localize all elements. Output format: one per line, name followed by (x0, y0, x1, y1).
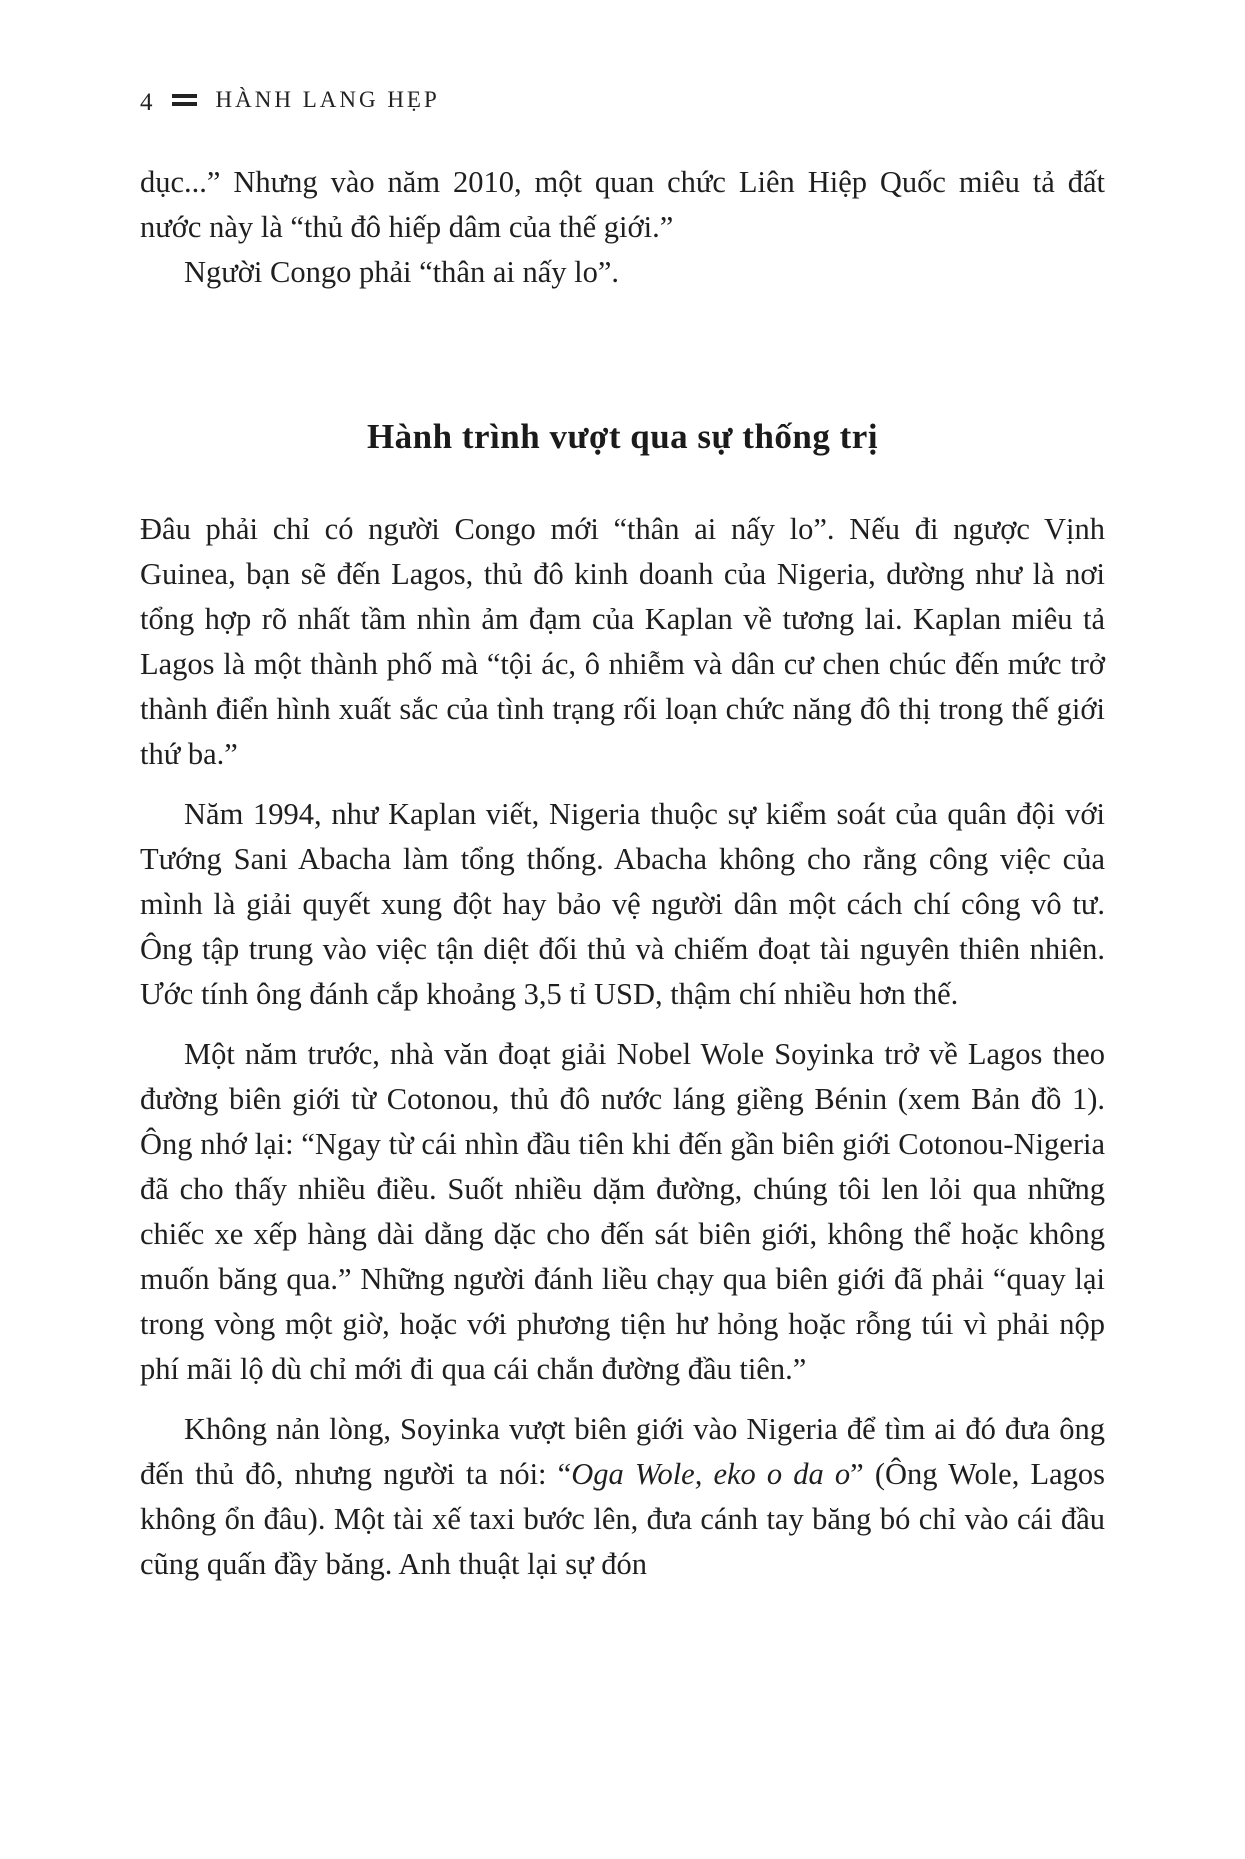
paragraph: Đâu phải chỉ có người Congo mới “thân ai nấy lo”. Nếu đi ngược Vịnh Guinea, bạn sẽ đến Lagos, thủ đô kinh doanh của Nigeria, dường như là nơi tổng hợp rõ nhất tầm nhìn ảm đạm của Kaplan về tương lai. Kaplan miêu tả Lagos là một thành phố mà “tội ác, ô nhiễm và dân cư chen chúc đến mức trở thành điển hình xuất sắc của tình trạng rối loạn chức năng đô thị trong thế giới thứ ba.” (140, 512, 1105, 771)
paragraph: Một năm trước, nhà văn đoạt giải Nobel Wole Soyinka trở về Lagos theo đường biên giới từ Cotonou, thủ đô nước láng giềng Bénin (xem Bản đồ 1). Ông nhớ lại: “Ngay từ cái nhìn đầu tiên khi đến gần biên giới Cotonou-Nigeria đã cho thấy nhiều điều. Suốt nhiều dặm đường, chúng tôi len lỏi qua những chiếc xe xếp hàng dài dằng dặc cho đến sát biên giới, không thể hoặc không muốn băng qua.” Những người đánh liều chạy qua biên giới đã phải “quay lại trong vòng một giờ, hoặc với phương tiện hư hỏng hoặc rỗng túi vì phải nộp phí mãi lộ dù chỉ mới đi qua cái chắn đường đầu tiên.” (140, 1037, 1105, 1386)
paragraph-segment: Không nản lòng, Soyinka vượt biên giới vào Nigeria để tìm ai đó đưa ông đến thủ đô, nhưng người ta nói: “ (140, 1412, 1105, 1491)
paragraph: Người Congo phải “thân ai nấy lo”. (184, 255, 619, 289)
paragraph (140, 1407, 1105, 1587)
double-bar-separator-icon (172, 94, 197, 106)
italic-phrase: Oga Wole, eko o da o (571, 1457, 851, 1491)
section-heading: Hành trình vượt qua sự thống trị (366, 417, 879, 456)
page-number: 4 (140, 89, 153, 116)
paragraph: Năm 1994, như Kaplan viết, Nigeria thuộc sự kiểm soát của quân đội với Tướng Sani Abacha làm tổng thống. Abacha không cho rằng công việc của mình là giải quyết xung đột hay bảo vệ người dân một cách chí công vô tư. Ông tập trung vào việc tận diệt đối thủ và chiếm đoạt tài nguyên thiên nhiên. Ước tính ông đánh cắp khoảng 3,5 tỉ USD, thậm chí nhiều hơn thế. (140, 797, 1105, 1011)
paragraph-segment: ” (Ông Wole, Lagos không ổn đâu). Một tài xế taxi bước lên, đưa cánh tay băng bó chỉ vào cái đầu cũng quấn đầy băng. Anh thuật lại sự đón (140, 1457, 1105, 1581)
body-text (140, 160, 1105, 1587)
running-header (140, 86, 1105, 114)
paragraph-continuation: dục...” Nhưng vào năm 2010, một quan chức Liên Hiệp Quốc miêu tả đất nước này là “thủ đô hiếp dâm của thế giới.” (140, 165, 1105, 244)
book-title: HÀNH LANG HẸP (215, 87, 440, 112)
